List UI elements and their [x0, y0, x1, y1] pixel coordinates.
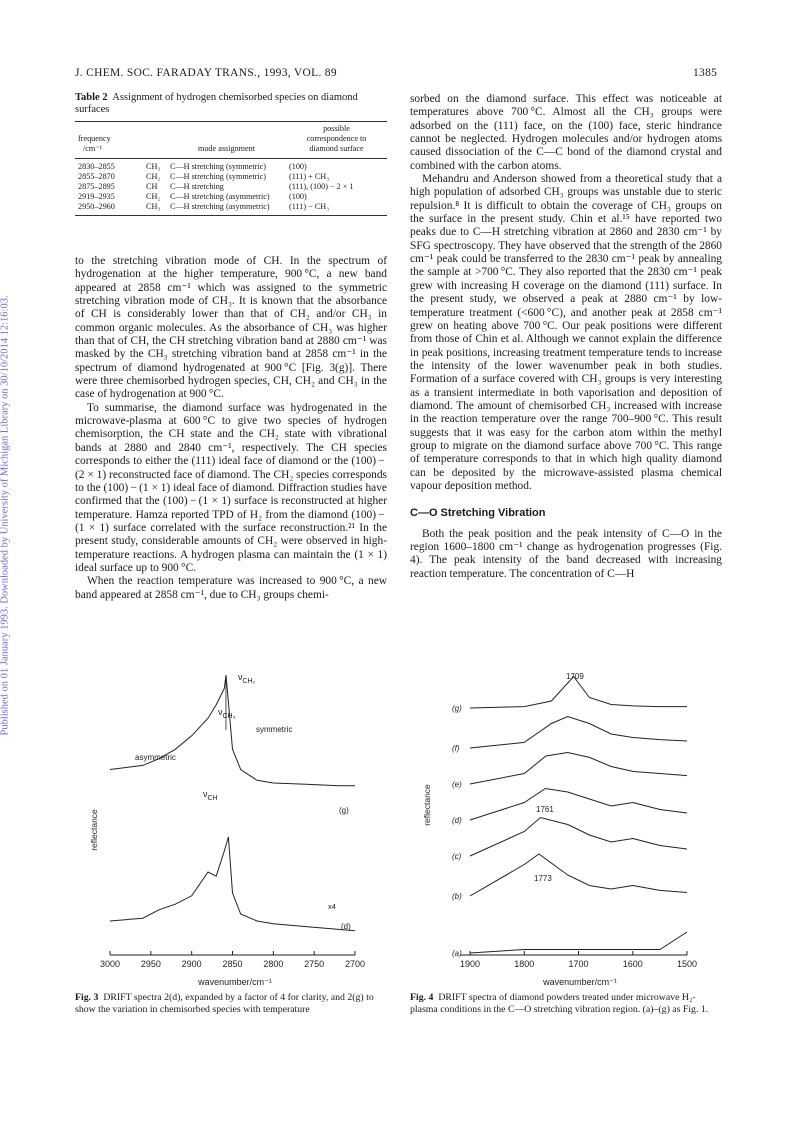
fig4-caption-text: DRIFT spectra of diamond powders treated under microwave H₂-plasma conditions in the C—O stretching vibration region. (a)–(g) as Fig. 1. [410, 992, 709, 1015]
th-corr-1: possible [323, 124, 350, 133]
x-tick-label: 1800 [514, 959, 535, 969]
cell-mode: C—H stretching (asymmetric) [170, 202, 270, 211]
paragraph: When the reaction temperature was increased to 900 °C, a new band appeared at 2858 cm⁻¹, due to CH₃ groups chemi- [75, 575, 387, 601]
th-corr-3: diamond surface [309, 144, 364, 153]
table-row [75, 172, 387, 182]
fig4-ylabel: reflectance [422, 784, 432, 826]
x-tick-label: 1900 [459, 959, 481, 969]
journal-header: J. CHEM. SOC. FARADAY TRANS., 1993, VOL. 89 [75, 67, 337, 79]
cell-surface: (111) − CH₃ [289, 202, 330, 211]
paragraph: sorbed on the diamond surface. This effect was noticeable at temperatures above 700 °C. Almost all the CH₃ groups were adsorbed on the (111) face, on the (100) face, steric hindrance cannot be neglected. Hydrogen molecules and/or hydrogen atoms caused dissociation of the C—C bond of the diamond crystal and combined with the carbon atoms. [410, 93, 722, 172]
x-tick-label: 1600 [622, 959, 643, 969]
cell-mode: C—H stretching (symmetric) [170, 172, 266, 181]
cell-freq: 2830–2855 [78, 162, 115, 171]
fig4-xlabel: wavenumber/cm⁻¹ [543, 977, 617, 987]
cell-mode: C—H stretching [170, 182, 224, 191]
table-row [75, 162, 387, 172]
cell-species: CH₂ [146, 172, 161, 181]
paragraph: to the stretching vibration mode of CH. In the spectrum of hydrogenation at the higher temperature, 900 °C, a new band appeared at 2858 cm⁻¹ which was assigned to the symmetric stretching vibration mode of CH₃. It is known that the absorbance of CH is considerably lower than that of CH₂ and/or CH₃ in common organic molecules. As the absorbance of CH₃ was higher than that of CH, the CH stretching vibration band at 2880 cm⁻¹ was masked by the CH₃ stretching vibration band at 2858 cm⁻¹ in the spectrum of diamond hydrogenated at 900 °C [Fig. 3(g)]. There were three chemisorbed hydrogen species, CH, CH₂ and CH₃ in the case of hydrogenation at 900 °C. [75, 255, 387, 401]
series-line-g [470, 677, 687, 709]
x-tick-label: 2950 [140, 959, 161, 969]
cell-mode: C—H stretching (symmetric) [170, 162, 266, 171]
series-line-e [470, 753, 687, 785]
curve-label: (c) [452, 852, 462, 861]
cell-surface: (100) [289, 192, 307, 201]
x-tick-label: 2700 [344, 959, 366, 969]
series-line-d [470, 789, 687, 821]
cell-freq: 2919–2935 [78, 192, 115, 201]
th-freq-2: /cm⁻¹ [83, 144, 103, 153]
right-text-column [410, 93, 722, 581]
x-tick-label: 2750 [304, 959, 325, 969]
series-line-b [470, 854, 687, 896]
series-line-g [110, 675, 355, 786]
table-rule-top [75, 121, 387, 122]
curve-label: (f) [452, 744, 460, 753]
cell-freq: 2950–2960 [78, 202, 115, 211]
label-vch3: $\nu_{CH_3}$ [218, 707, 236, 720]
x-tick-label: 2800 [263, 959, 284, 969]
fig4-label: Fig. 4 [410, 992, 434, 1003]
cell-surface: (100) [289, 162, 307, 171]
figure-3 [75, 660, 395, 990]
cell-surface: (111) + CH₃ [289, 172, 330, 181]
fig3-ylabel: reflectance [89, 809, 99, 851]
peak-label-1773: 1773 [534, 874, 552, 883]
fig3-xlabel: wavenumber/cm⁻¹ [198, 977, 272, 987]
x-tick-label: 1500 [676, 959, 698, 969]
label-curve-g: (g) [339, 806, 349, 815]
label-vch: $\nu_{CH}$ [203, 789, 218, 802]
cell-mode: C—H stretching (asymmetric) [170, 192, 270, 201]
x-tick-label: 3000 [99, 959, 121, 969]
page-number: 1385 [693, 67, 718, 79]
x-tick-label: 2900 [181, 959, 202, 969]
paragraph: To summarise, the diamond surface was hydrogenated in the microwave-plasma at 600 °C to give two species of hydrogen chemisorption, the CH state and the CH₂ state with vibrational bands at 2880 and 2840 cm⁻¹, respectively. The CH species corresponds to either the (111) ideal face of diamond or the (100) − (2 × 1) reconstructed face of diamond. The CH₂ species corresponds to the (100) − (1 × 1) ideal face of diamond. Diffraction studies have confirmed that the (100) − (1 × 1) surface is reconstructed at higher temperature. Hamza reported TPD of H₂ from the diamond (100) − (1 × 1) surface correlated with the surface reconstruction.²¹ In the present study, considerable amounts of CH₂ were observed in high-temperature reactions. A hydrogen plasma can maintain the (1 × 1) ideal surface up to 900 °C. [75, 401, 387, 574]
curve-label: (a) [452, 949, 462, 958]
th-freq-1: frequency [78, 134, 111, 143]
cell-species: CH₃ [146, 162, 161, 171]
fig3-caption [75, 992, 387, 1015]
fig3-label: Fig. 3 [75, 992, 99, 1003]
series-line-f [470, 717, 687, 749]
th-mode: mode assignment [197, 144, 256, 153]
label-curve-d: (d) [341, 922, 351, 931]
curve-label: (b) [452, 892, 462, 901]
cell-species: CH [146, 182, 158, 191]
th-corr-2: correspondence to [306, 134, 367, 143]
label-symmetric: symmetric [256, 725, 293, 734]
series-line-d [110, 837, 355, 931]
curve-label: (g) [452, 704, 462, 713]
download-note: Published on 01 January 1993. Downloaded by University of Michigan Library on 30/10/2014 12:16:03. [0, 295, 11, 736]
curve-label: (e) [452, 780, 462, 789]
peak-label-1761: 1761 [536, 805, 554, 814]
label-asymmetric: asymmetric [135, 753, 176, 762]
label-vch2: $\nu_{CH_2}$ [238, 672, 256, 685]
series-line-a [470, 932, 687, 953]
x-tick-label: 1700 [568, 959, 589, 969]
cell-freq: 2875–2895 [78, 182, 115, 191]
cell-species: CH₃ [146, 202, 161, 211]
peak-label-1709: 1709 [566, 672, 584, 681]
cell-surface: (111), (100) − 2 × 1 [289, 182, 354, 191]
label-x4: x4 [328, 902, 336, 911]
left-text-column [75, 255, 387, 602]
table-row [75, 192, 387, 202]
cell-species: CH₂ [146, 192, 161, 201]
paragraph: Both the peak position and the peak intensity of C—O in the region 1600–1800 cm⁻¹ change as hydrogenation progresses (Fig. 4). The peak intensity of the band decreased with increasing reaction temperature. The concentration of C—H [410, 527, 722, 580]
table2-caption [75, 92, 387, 116]
figure-4 [410, 660, 710, 990]
table2 [75, 124, 387, 216]
table-row [75, 202, 387, 212]
x-tick-label: 2850 [222, 959, 243, 969]
paragraph: Mehandru and Anderson showed from a theoretical study that a high population of adsorbed CH₃ groups was unstable due to steric repulsion.⁸ It is difficult to obtain the coverage of CH₃ groups on the surface in the present study. Chin et al.¹⁵ have reported two peaks due to C—H stretching vibration at 2860 and 2830 cm⁻¹ by SFG spectroscopy. They have observed that the strength of the 2860 cm⁻¹ peak could be transferred to the 2830 cm⁻¹ peak by annealing the sample at >700 °C. They also reported that the 2830 cm⁻¹ peak grew with increasing H coverage on the diamond (111) surface. In the present study, we observed a peak at 2880 cm⁻¹ by low-temperature treatment (<600 °C), and another peak at 2858 cm⁻¹ grew on heating above 700 °C. Our peak positions were different from those of Chin et al. Although we cannot explain the difference in peak positions, increasing treatment temperature tends to increase the intensity of the lower wavenumber peak in both studies. Formation of a surface covered with CH₃ groups is very interesting as a transient intermediate in both vaporisation and deposition of diamond. The amount of chemisorbed CH₃ increased with increase in the reaction temperature over the range 700–900 °C. This result suggests that it was easy for the carbon atom within the methyl group to migrate on the diamond surface above 700 °C. This range of temperature corresponds to that in which high quality diamond can be deposited by the microwave-assisted plasma chemical vapour deposition method. [410, 173, 722, 492]
table2-caption-text: Assignment of hydrogen chemisorbed species on diamond surfaces [75, 92, 358, 115]
table2-label: Table 2 [75, 92, 108, 103]
section-heading: C—O Stretching Vibration [410, 507, 546, 520]
fig4-caption [410, 992, 722, 1015]
cell-freq: 2855–2870 [78, 172, 115, 181]
fig3-caption-text: DRIFT spectra 2(d), expanded by a factor of 4 for clarity, and 2(g) to show the variation in chemisorbed species with temperature [75, 992, 374, 1015]
curve-label: (d) [452, 816, 462, 825]
series-line-c [470, 818, 687, 857]
table-row [75, 182, 387, 192]
